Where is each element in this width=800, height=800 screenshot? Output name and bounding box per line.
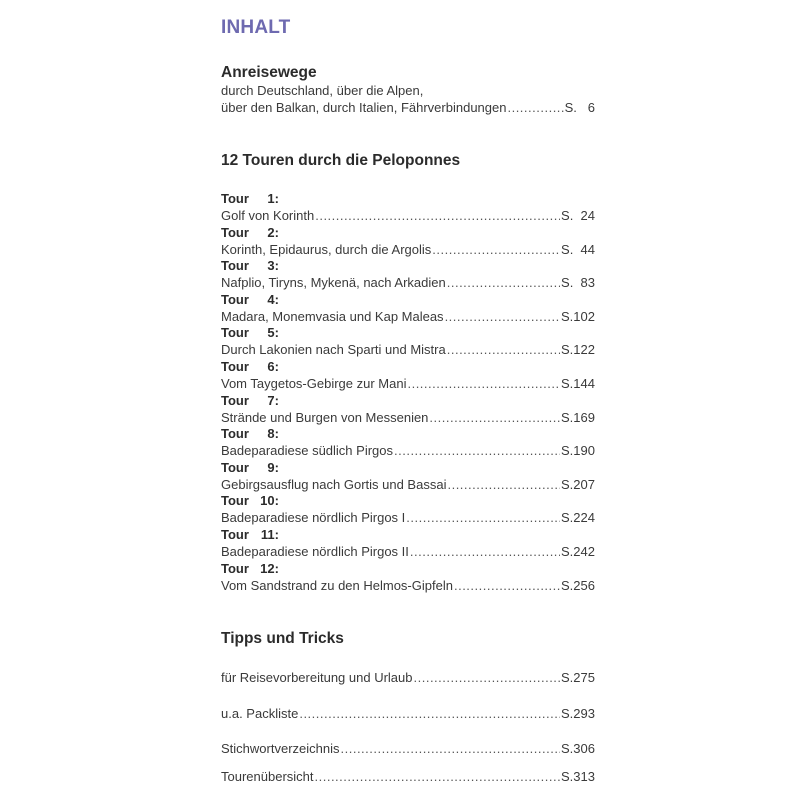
leader-dots — [315, 207, 560, 224]
tour-label — [221, 324, 595, 341]
toc-entry-title: für Reisevorbereitung und Urlaub — [221, 670, 413, 685]
toc-entry-page: S.102 — [561, 308, 595, 324]
toc-entry-page: S.122 — [561, 342, 595, 358]
toc-entry-anreise[interactable] — [221, 99, 595, 116]
leader-dots — [447, 274, 560, 291]
tour-number: 4: — [267, 291, 279, 307]
toc-entry-tipp[interactable] — [221, 669, 595, 686]
toc-entry-page: S.306 — [561, 741, 595, 756]
toc-entry-tipp[interactable] — [221, 740, 595, 757]
tour-word: Tour — [221, 224, 249, 240]
leader-dots — [445, 308, 560, 325]
tour-word: Tour — [221, 325, 249, 341]
tour-label — [221, 425, 595, 442]
toc-entry-page: S.313 — [561, 769, 595, 784]
tour-label — [221, 291, 595, 308]
toc-entry-title: Vom Sandstrand zu den Helmos-Gipfeln — [221, 577, 453, 593]
tour-word: Tour — [221, 359, 249, 374]
section-heading-anreisewege: Anreisewege — [221, 64, 317, 81]
toc-entry-tour[interactable] — [221, 241, 595, 258]
toc-entry-tour[interactable] — [221, 476, 595, 493]
toc-entry-tour[interactable] — [221, 341, 595, 358]
toc-entry-title: u.a. Packliste — [221, 706, 299, 721]
tour-label — [221, 190, 595, 207]
leader-dots — [507, 99, 563, 116]
tour-word: Tour — [221, 291, 249, 307]
toc-entry-tour[interactable] — [221, 442, 595, 459]
tour-number: 10: — [260, 493, 279, 509]
leader-dots — [447, 341, 560, 358]
leader-dots — [410, 543, 560, 560]
leader-dots — [315, 768, 561, 785]
toc-entry-tour[interactable] — [221, 543, 595, 560]
toc-entry-page: S. 6 — [564, 100, 595, 115]
toc-entry-title: Korinth, Epidaurus, durch die Argolis — [221, 241, 432, 257]
toc-entry-tour[interactable] — [221, 577, 595, 594]
toc-entry-page: S.224 — [561, 510, 595, 526]
toc-entry-page: S. 44 — [561, 241, 595, 257]
tour-word: Tour — [221, 560, 249, 576]
anreise-line-1: durch Deutschland, über die Alpen, — [221, 83, 424, 98]
toc-entry-title: über den Balkan, durch Italien, Fährverbindungen — [221, 100, 507, 115]
tour-number: 8: — [267, 426, 279, 442]
toc-entry-tour[interactable] — [221, 509, 595, 526]
toc-entry-tipp[interactable] — [221, 768, 595, 785]
tour-label — [221, 526, 595, 543]
toc-entry-title: Strände und Burgen von Messenien — [221, 409, 429, 425]
leader-dots — [394, 442, 560, 459]
tour-word: Tour — [221, 191, 249, 206]
toc-entry-page: S.190 — [561, 443, 595, 459]
toc-entry-page: S.144 — [561, 376, 595, 391]
leader-dots — [299, 705, 560, 722]
toc-entry-title: Gebirgsausflug nach Gortis und Bassai — [221, 476, 447, 492]
leader-dots — [447, 476, 560, 493]
tour-number: 9: — [267, 459, 279, 475]
toc-entry-tipp[interactable] — [221, 705, 595, 722]
tour-word: Tour — [221, 459, 249, 475]
section-heading-touren: 12 Touren durch die Peloponnes — [221, 152, 461, 169]
tour-label — [221, 257, 595, 274]
tour-word: Tour — [221, 426, 249, 442]
toc-entry-page: S.169 — [561, 409, 595, 425]
toc-entry-title: Vom Taygetos-Gebirge zur Mani — [221, 376, 407, 391]
toc-entry-page: S.207 — [561, 476, 595, 492]
toc-entry-title: Badeparadiese nördlich Pirgos I — [221, 510, 406, 526]
tour-label — [221, 492, 595, 509]
section-heading-tipps: Tipps und Tricks — [221, 630, 344, 647]
toc-entry-page: S.242 — [561, 544, 595, 559]
leader-dots — [341, 740, 561, 757]
leader-dots — [407, 375, 560, 392]
leader-dots — [454, 577, 560, 594]
tour-number: 12: — [260, 560, 279, 576]
tour-label — [221, 358, 595, 375]
toc-entry-tour[interactable] — [221, 207, 595, 224]
tour-word: Tour — [221, 493, 249, 509]
tour-number: 11: — [260, 527, 279, 542]
leader-dots — [432, 241, 560, 258]
toc-entry-page: S.275 — [561, 670, 595, 685]
toc-entry-title: Madara, Monemvasia und Kap Maleas — [221, 308, 444, 324]
tour-label — [221, 392, 595, 409]
tour-number: 6: — [267, 359, 279, 374]
tour-number: 7: — [267, 392, 279, 408]
tour-number: 3: — [267, 258, 279, 274]
toc-entry-page: S. 24 — [561, 208, 595, 223]
leader-dots — [414, 669, 561, 686]
leader-dots — [429, 409, 560, 426]
tour-number: 1: — [267, 191, 279, 206]
toc-entry-title: Badeparadiese nördlich Pirgos II — [221, 544, 409, 559]
toc-entry-title: Badeparadiese südlich Pirgos — [221, 443, 393, 459]
toc-entry-page: S.293 — [561, 706, 595, 721]
tour-label — [221, 560, 595, 577]
toc-entry-tour[interactable] — [221, 308, 595, 325]
tour-number: 5: — [267, 325, 279, 341]
toc-entry-title: Golf von Korinth — [221, 208, 315, 223]
tour-word: Tour — [221, 392, 249, 408]
toc-entry-title: Stichwortverzeichnis — [221, 741, 340, 756]
toc-entry-title: Durch Lakonien nach Sparti und Mistra — [221, 342, 446, 358]
tour-label — [221, 224, 595, 241]
tour-number: 2: — [267, 224, 279, 240]
toc-entry-title: Nafplio, Tiryns, Mykenä, nach Arkadien — [221, 275, 446, 291]
page-title: INHALT — [221, 17, 291, 38]
toc-entry-tour[interactable] — [221, 274, 595, 291]
tour-label — [221, 459, 595, 476]
toc-entry-tour[interactable] — [221, 409, 595, 426]
leader-dots — [406, 509, 560, 526]
toc-entry-page: S.256 — [561, 577, 595, 593]
toc-entry-page: S. 83 — [561, 275, 595, 291]
toc-entry-title: Tourenübersicht — [221, 769, 314, 784]
tour-word: Tour — [221, 527, 249, 542]
toc-entry-tour[interactable] — [221, 375, 595, 392]
tour-word: Tour — [221, 258, 249, 274]
